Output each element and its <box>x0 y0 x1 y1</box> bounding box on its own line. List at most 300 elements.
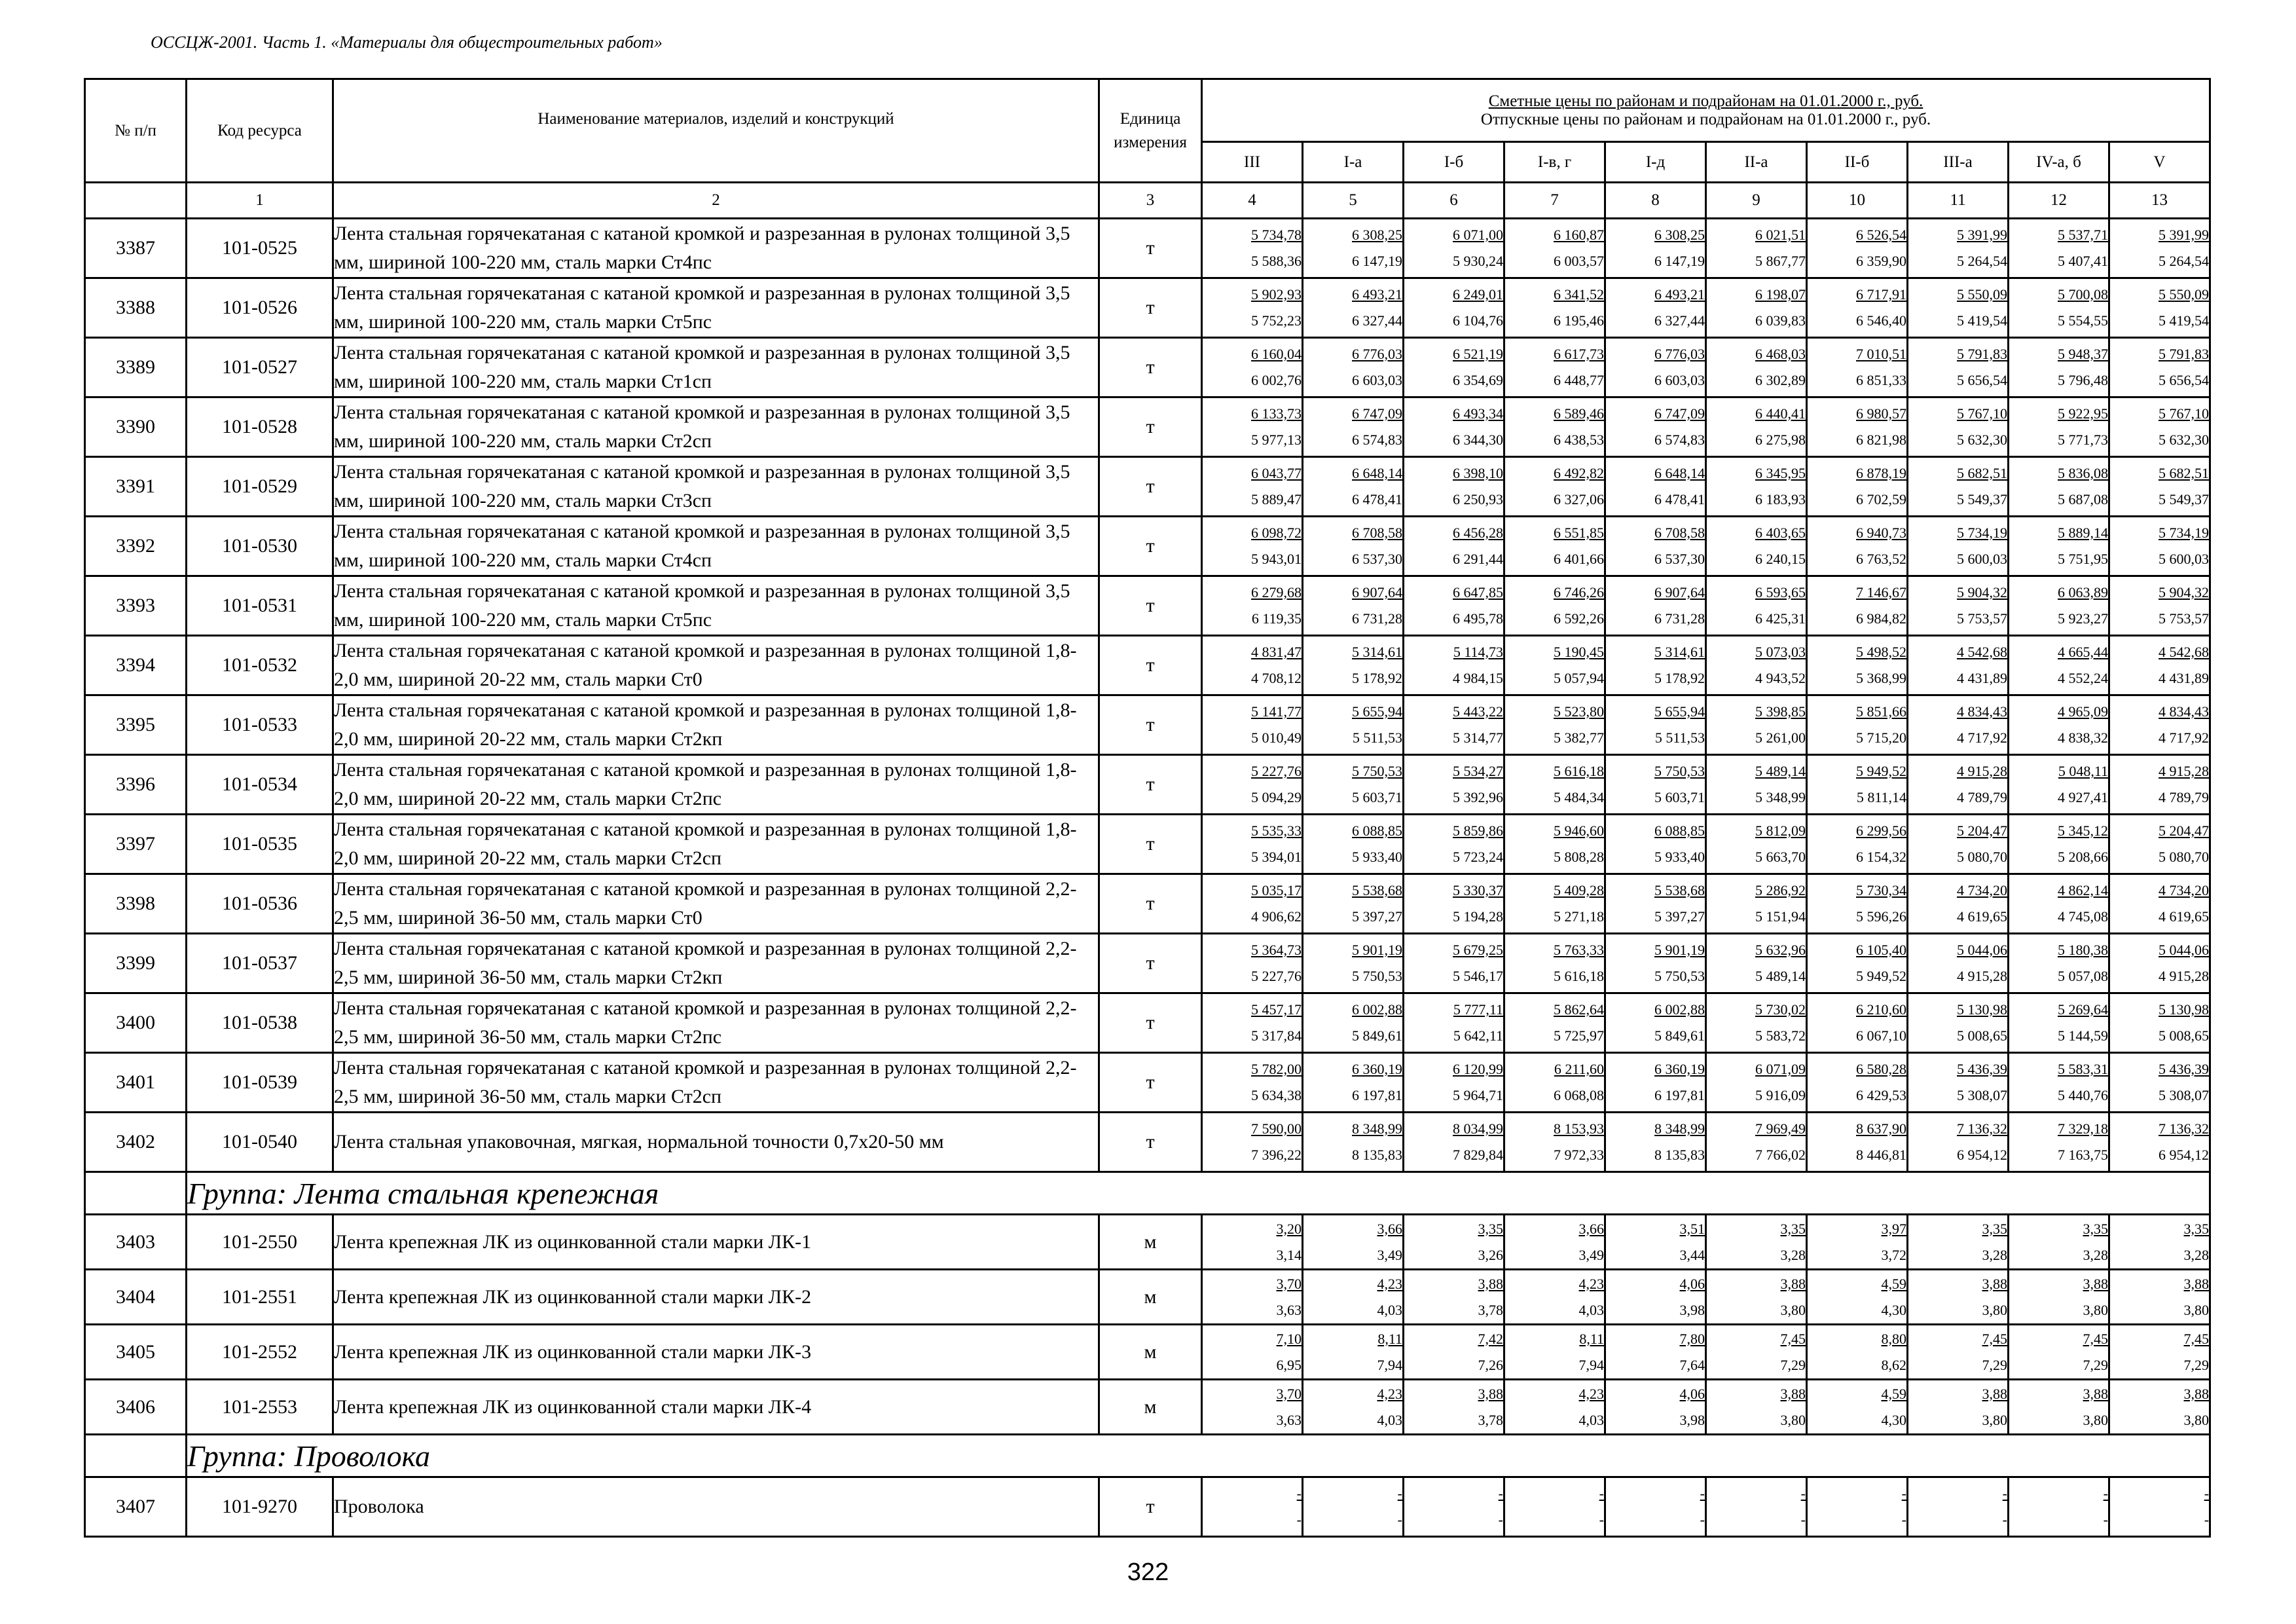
price-cell <box>1504 636 1605 695</box>
unit-of-measure: т <box>1099 934 1202 993</box>
estimated-price: 5 889,14 <box>2058 525 2108 541</box>
estimated-price: 6 493,21 <box>1352 286 1402 303</box>
price-cell <box>1605 815 1706 874</box>
row-number: 3390 <box>85 397 187 457</box>
estimated-price: 4 831,47 <box>1251 644 1302 660</box>
wholesale-price: - <box>1397 1511 1402 1528</box>
estimated-price: 6 279,68 <box>1251 584 1302 600</box>
wholesale-price: 5 546,17 <box>1453 968 1503 984</box>
estimated-price: 6 120,99 <box>1453 1061 1503 1077</box>
estimated-price: 6 878,19 <box>1856 465 1906 481</box>
material-name: Лента стальная горячекатаная с катаной кромкой и разрезанная в рулонах толщиной 2,2-2,5 мм, шириной 36-50 мм, сталь марки Ст2кп <box>333 934 1099 993</box>
unit-of-measure: м <box>1099 1215 1202 1270</box>
estimated-price: - <box>1498 1485 1503 1502</box>
estimated-price: 4 862,14 <box>2058 882 2108 898</box>
estimated-price: 8 348,99 <box>1654 1120 1705 1137</box>
estimated-price: 5 436,39 <box>2159 1061 2210 1077</box>
estimated-price: 6 776,03 <box>1654 346 1705 362</box>
wholesale-price: 6 438,53 <box>1554 432 1604 448</box>
column-number: 2 <box>333 183 1099 219</box>
wholesale-price: 4 717,92 <box>2159 729 2210 746</box>
row-number: 3396 <box>85 755 187 815</box>
wholesale-price: 3,80 <box>2183 1301 2210 1318</box>
wholesale-price: 6 603,03 <box>1352 372 1402 388</box>
resource-code: 101-0535 <box>187 815 333 874</box>
price-cell <box>1908 1325 2009 1380</box>
wholesale-price: 4,03 <box>1377 1301 1402 1318</box>
wholesale-price: 3,80 <box>2083 1411 2108 1428</box>
wholesale-price: 6 954,12 <box>1957 1147 2007 1163</box>
wholesale-price: 6 183,93 <box>1755 491 1806 507</box>
wholesale-price: 3,28 <box>1780 1246 1806 1263</box>
price-cell <box>2009 1215 2109 1270</box>
resource-code: 101-0536 <box>187 874 333 934</box>
resource-code: 101-0538 <box>187 993 333 1053</box>
wholesale-price: 4 431,89 <box>1957 670 2007 686</box>
resource-code: 101-0540 <box>187 1113 333 1172</box>
price-cell <box>1605 1270 1706 1325</box>
price-cell <box>1404 874 1504 934</box>
unit-of-measure: т <box>1099 278 1202 338</box>
estimated-price: 4 734,20 <box>1957 882 2007 898</box>
price-cell <box>1404 517 1504 576</box>
price-cell <box>1807 278 1908 338</box>
price-cell <box>1404 1215 1504 1270</box>
wholesale-price: 7 766,02 <box>1755 1147 1806 1163</box>
group-row <box>85 1172 2210 1215</box>
estimated-price: 5 767,10 <box>2159 405 2210 422</box>
estimated-price: - <box>1599 1485 1604 1502</box>
material-name: Лента стальная горячекатаная с катаной кромкой и разрезанная в рулонах толщиной 3,5 мм, шириной 100-220 мм, сталь марки Ст5пс <box>333 278 1099 338</box>
price-cell <box>1202 1215 1303 1270</box>
wholesale-price: 8 446,81 <box>1856 1147 1906 1163</box>
estimated-price: 5 391,99 <box>2159 227 2210 243</box>
table-row <box>85 1477 2210 1537</box>
price-cell <box>1908 278 2009 338</box>
estimated-price: 8,11 <box>1377 1330 1402 1347</box>
resource-code: 101-0525 <box>187 219 333 278</box>
wholesale-price: 7,94 <box>1578 1356 1604 1373</box>
price-cell <box>1202 815 1303 874</box>
wholesale-price: 3,80 <box>1780 1301 1806 1318</box>
table-row <box>85 397 2210 457</box>
price-cell <box>1908 1053 2009 1113</box>
estimated-price: 6 002,88 <box>1654 1001 1705 1018</box>
price-cell <box>2109 1215 2210 1270</box>
table-row <box>85 815 2210 874</box>
estimated-price: 5 836,08 <box>2058 465 2108 481</box>
material-name: Лента стальная горячекатаная с катаной кромкой и разрезанная в рулонах толщиной 1,8-2,0 мм, шириной 20-22 мм, сталь марки Ст2кп <box>333 695 1099 755</box>
estimated-price: 4 915,28 <box>1957 763 2007 779</box>
price-cell <box>1706 1325 1807 1380</box>
estimated-price: 4 834,43 <box>1957 703 2007 720</box>
price-cell <box>1504 1380 1605 1435</box>
estimated-price: 6 747,09 <box>1654 405 1705 422</box>
price-cell <box>1404 755 1504 815</box>
wholesale-price: 6 147,19 <box>1352 253 1402 269</box>
price-cell <box>1404 1477 1504 1537</box>
price-cell <box>1504 576 1605 636</box>
estimated-price: 5 269,64 <box>2058 1001 2108 1018</box>
price-cell <box>2009 338 2109 397</box>
wholesale-price: 5 596,26 <box>1856 908 1906 925</box>
wholesale-price: 5 715,20 <box>1856 729 1906 746</box>
row-number: 3398 <box>85 874 187 934</box>
resource-code: 101-2552 <box>187 1325 333 1380</box>
header-prices <box>1202 79 2210 142</box>
material-name: Лента стальная горячекатаная с катаной кромкой и разрезанная в рулонах толщиной 3,5 мм, шириной 100-220 мм, сталь марки Ст4пс <box>333 219 1099 278</box>
wholesale-price: 7 396,22 <box>1251 1147 1302 1163</box>
wholesale-price: 5 849,61 <box>1654 1027 1705 1044</box>
row-number: 3389 <box>85 338 187 397</box>
wholesale-price: 6 359,90 <box>1856 253 1906 269</box>
price-cell <box>1908 397 2009 457</box>
wholesale-price: 5 394,01 <box>1251 849 1302 865</box>
estimated-price: 4 965,09 <box>2058 703 2108 720</box>
estimated-price: 5 048,11 <box>2058 763 2108 779</box>
price-cell <box>2109 397 2210 457</box>
estimated-price: 5 904,32 <box>1957 584 2007 600</box>
estimated-price: - <box>1901 1485 1906 1502</box>
wholesale-price: 4 789,79 <box>2159 789 2210 805</box>
price-cell <box>2009 934 2109 993</box>
material-name: Лента крепежная ЛК из оцинкованной стали марки ЛК-3 <box>333 1325 1099 1380</box>
estimated-price: 4,06 <box>1679 1385 1705 1402</box>
price-cell <box>1807 1325 1908 1380</box>
estimated-price: 7,45 <box>2183 1330 2210 1347</box>
wholesale-price: 5 407,41 <box>2058 253 2108 269</box>
price-cell <box>1706 1270 1807 1325</box>
price-cell <box>1504 1477 1605 1537</box>
estimated-price: 5 750,53 <box>1352 763 1402 779</box>
estimated-price: 3,88 <box>1982 1275 2007 1292</box>
table-row <box>85 993 2210 1053</box>
price-cell <box>2109 1380 2210 1435</box>
estimated-price: 5 777,11 <box>1453 1001 1503 1018</box>
price-cell <box>1404 278 1504 338</box>
price-cell <box>1706 874 1807 934</box>
estimated-price: 6 440,41 <box>1755 405 1806 422</box>
price-cell <box>2109 1113 2210 1172</box>
price-cell <box>1303 815 1404 874</box>
wholesale-price: 5 368,99 <box>1856 670 1906 686</box>
column-number: 11 <box>1908 183 2009 219</box>
price-cell <box>1706 397 1807 457</box>
price-cell <box>1202 397 1303 457</box>
estimated-price: 6 088,85 <box>1654 822 1705 839</box>
wholesale-price: 5 583,72 <box>1755 1027 1806 1044</box>
price-cell <box>1404 397 1504 457</box>
price-cell <box>1303 934 1404 993</box>
price-cell <box>1807 517 1908 576</box>
price-cell <box>1706 576 1807 636</box>
estimated-price: 5 682,51 <box>2159 465 2210 481</box>
estimated-price: 5 812,09 <box>1755 822 1806 839</box>
estimated-price: 5 750,53 <box>1654 763 1705 779</box>
price-cell <box>1202 1113 1303 1172</box>
price-cell <box>1504 1053 1605 1113</box>
price-cell <box>1504 1215 1605 1270</box>
estimated-price: 4,23 <box>1578 1275 1604 1292</box>
wholesale-price: 4 552,24 <box>2058 670 2108 686</box>
resource-code: 101-0528 <box>187 397 333 457</box>
estimated-price: 5 364,73 <box>1251 942 1302 958</box>
wholesale-price: 6 821,98 <box>1856 432 1906 448</box>
wholesale-price: 5 867,77 <box>1755 253 1806 269</box>
estimated-price: 4 542,68 <box>1957 644 2007 660</box>
estimated-price: - <box>1296 1485 1302 1502</box>
price-cell <box>1202 219 1303 278</box>
estimated-price: 5 550,09 <box>2159 286 2210 303</box>
wholesale-price: 6 039,83 <box>1755 312 1806 329</box>
price-cell <box>1404 1325 1504 1380</box>
wholesale-price: 6 731,28 <box>1654 610 1705 627</box>
price-cell <box>1706 934 1807 993</box>
material-name: Лента крепежная ЛК из оцинкованной стали марки ЛК-1 <box>333 1215 1099 1270</box>
estimated-price: 5 922,95 <box>2058 405 2108 422</box>
wholesale-price: - <box>1700 1511 1705 1528</box>
wholesale-price: 5 010,49 <box>1251 729 1302 746</box>
estimated-price: 4,23 <box>1377 1385 1402 1402</box>
wholesale-price: 6 354,69 <box>1453 372 1503 388</box>
estimated-price: 6 580,28 <box>1856 1061 1906 1077</box>
wholesale-price: 5 752,23 <box>1251 312 1302 329</box>
wholesale-price: 3,80 <box>1982 1411 2007 1428</box>
material-name: Лента стальная горячекатаная с катаной кромкой и разрезанная в рулонах толщиной 3,5 мм, шириной 100-220 мм, сталь марки Ст5пс <box>333 576 1099 636</box>
wholesale-price: - <box>1800 1511 1806 1528</box>
wholesale-price: 5 771,73 <box>2058 432 2108 448</box>
wholesale-price: - <box>1599 1511 1604 1528</box>
price-cell <box>1202 636 1303 695</box>
price-cell <box>1202 1270 1303 1325</box>
wholesale-price: 4 431,89 <box>2159 670 2210 686</box>
price-cell <box>1202 338 1303 397</box>
price-cell <box>1504 278 1605 338</box>
table-row <box>85 1053 2210 1113</box>
wholesale-price: 4 789,79 <box>1957 789 2007 805</box>
price-cell <box>1706 517 1807 576</box>
price-cell <box>1908 1270 2009 1325</box>
price-cell <box>1504 934 1605 993</box>
estimated-price: 6 308,25 <box>1654 227 1705 243</box>
wholesale-price: 5 811,14 <box>1856 789 1906 805</box>
price-cell <box>1605 1380 1706 1435</box>
price-cell <box>2009 1325 2109 1380</box>
resource-code: 101-0539 <box>187 1053 333 1113</box>
table-row <box>85 934 2210 993</box>
group-title: Группа: Лента стальная крепежная <box>187 1172 2210 1215</box>
wholesale-price: 6 327,44 <box>1352 312 1402 329</box>
price-cell <box>1908 636 2009 695</box>
price-cell <box>1404 576 1504 636</box>
wholesale-price: 5 317,84 <box>1251 1027 1302 1044</box>
material-name: Лента стальная горячекатаная с катаной кромкой и разрезанная в рулонах толщиной 2,2-2,5 мм, шириной 36-50 мм, сталь марки Ст2пс <box>333 993 1099 1053</box>
price-cell <box>1807 934 1908 993</box>
wholesale-price: 5 208,66 <box>2058 849 2108 865</box>
price-cell <box>1404 338 1504 397</box>
estimated-price: 5 859,86 <box>1453 822 1503 839</box>
price-cell <box>1504 755 1605 815</box>
price-cell <box>1202 695 1303 755</box>
price-cell <box>1706 695 1807 755</box>
wholesale-price: 5 687,08 <box>2058 491 2108 507</box>
wholesale-price: 6 478,41 <box>1654 491 1705 507</box>
price-cell <box>1202 1380 1303 1435</box>
estimated-price: 5 044,06 <box>1957 942 2007 958</box>
estimated-price: 5 398,85 <box>1755 703 1806 720</box>
material-name: Лента стальная горячекатаная с катаной кромкой и разрезанная в рулонах толщиной 2,2-2,5 мм, шириной 36-50 мм, сталь марки Ст0 <box>333 874 1099 934</box>
estimated-price: 5 782,00 <box>1251 1061 1302 1077</box>
price-cell <box>1807 397 1908 457</box>
wholesale-price: 5 419,54 <box>1957 312 2007 329</box>
header-region: V <box>2109 142 2210 183</box>
wholesale-price: 3,80 <box>2083 1301 2108 1318</box>
price-cell <box>1504 338 1605 397</box>
header-region: I-б <box>1404 142 1504 183</box>
header-region: IV-а, б <box>2009 142 2109 183</box>
price-cell <box>1303 1113 1404 1172</box>
wholesale-price: 5 511,53 <box>1654 729 1705 746</box>
wholesale-price: 6 425,31 <box>1755 610 1806 627</box>
price-cell <box>1202 1477 1303 1537</box>
price-cell <box>1605 1113 1706 1172</box>
wholesale-price: 7,94 <box>1377 1356 1402 1373</box>
wholesale-price: 8,62 <box>1881 1356 1906 1373</box>
resource-code: 101-0532 <box>187 636 333 695</box>
estimated-price: 4 542,68 <box>2159 644 2210 660</box>
estimated-price: 3,35 <box>2083 1220 2108 1237</box>
estimated-price: 6 907,64 <box>1654 584 1705 600</box>
price-cell <box>2109 815 2210 874</box>
estimated-price: - <box>2002 1485 2007 1502</box>
wholesale-price: 3,78 <box>1478 1411 1503 1428</box>
price-cell <box>2009 397 2109 457</box>
wholesale-price: 6 250,93 <box>1453 491 1503 507</box>
table-row <box>85 576 2210 636</box>
wholesale-price: 5 751,95 <box>2058 551 2108 567</box>
wholesale-price: 3,72 <box>1881 1246 1906 1263</box>
estimated-price: 4,23 <box>1377 1275 1402 1292</box>
header-code: Код ресурса <box>187 79 333 183</box>
row-number: 3387 <box>85 219 187 278</box>
wholesale-price: 5 178,92 <box>1352 670 1402 686</box>
row-number: 3407 <box>85 1477 187 1537</box>
price-cell <box>1605 1053 1706 1113</box>
estimated-price: 5 767,10 <box>1957 405 2007 422</box>
wholesale-price: 3,80 <box>1982 1301 2007 1318</box>
estimated-price: 6 071,09 <box>1755 1061 1806 1077</box>
wholesale-price: 5 008,65 <box>2159 1027 2210 1044</box>
column-number: 9 <box>1706 183 1807 219</box>
material-name: Лента стальная горячекатаная с катаной кромкой и разрезанная в рулонах толщиной 1,8-2,0 мм, шириной 20-22 мм, сталь марки Ст2сп <box>333 815 1099 874</box>
row-number: 3397 <box>85 815 187 874</box>
price-cell <box>1605 576 1706 636</box>
price-cell <box>1807 1477 1908 1537</box>
unit-of-measure: м <box>1099 1325 1202 1380</box>
price-cell <box>1605 874 1706 934</box>
price-cell <box>1404 1380 1504 1435</box>
estimated-price: 5 457,17 <box>1251 1001 1302 1018</box>
estimated-price: 4 734,20 <box>2159 882 2210 898</box>
wholesale-price: 5 849,61 <box>1352 1027 1402 1044</box>
row-number: 3405 <box>85 1325 187 1380</box>
estimated-price: 5 204,47 <box>2159 822 2210 839</box>
column-number: 13 <box>2109 183 2210 219</box>
price-cell <box>1605 636 1706 695</box>
wholesale-price: 5 808,28 <box>1554 849 1604 865</box>
wholesale-price: 6 537,30 <box>1654 551 1705 567</box>
estimated-price: 4,06 <box>1679 1275 1705 1292</box>
price-cell <box>1908 1113 2009 1172</box>
wholesale-price: 5 511,53 <box>1352 729 1402 746</box>
wholesale-price: 5 348,99 <box>1755 789 1806 805</box>
material-name: Лента стальная горячекатаная с катаной кромкой и разрезанная в рулонах толщиной 2,2-2,5 мм, шириной 36-50 мм, сталь марки Ст2сп <box>333 1053 1099 1113</box>
wholesale-price: 5 151,94 <box>1755 908 1806 925</box>
price-cell <box>1807 338 1908 397</box>
estimated-price: 8 153,93 <box>1554 1120 1604 1137</box>
row-number: 3403 <box>85 1215 187 1270</box>
resource-code: 101-0530 <box>187 517 333 576</box>
estimated-price: 3,88 <box>1478 1385 1503 1402</box>
price-cell <box>1504 695 1605 755</box>
price-cell <box>1706 755 1807 815</box>
unit-of-measure: т <box>1099 397 1202 457</box>
price-cell <box>1908 695 2009 755</box>
header-region: I-в, г <box>1504 142 1605 183</box>
price-cell <box>2109 755 2210 815</box>
wholesale-price: 5 889,47 <box>1251 491 1302 507</box>
wholesale-price: 4 838,32 <box>2058 729 2108 746</box>
unit-of-measure: т <box>1099 636 1202 695</box>
wholesale-price: 5 008,65 <box>1957 1027 2007 1044</box>
estimated-price: 5 946,60 <box>1554 822 1604 839</box>
table-row <box>85 1380 2210 1435</box>
price-cell <box>2009 457 2109 517</box>
estimated-price: 5 679,25 <box>1453 942 1503 958</box>
column-number: 8 <box>1605 183 1706 219</box>
estimated-price: 6 493,34 <box>1453 405 1503 422</box>
wholesale-price: 6 851,33 <box>1856 372 1906 388</box>
estimated-price: 4 665,44 <box>2058 644 2108 660</box>
row-number: 3400 <box>85 993 187 1053</box>
material-name: Лента стальная горячекатаная с катаной кромкой и разрезанная в рулонах толщиной 3,5 мм, шириной 100-220 мм, сталь марки Ст2сп <box>333 397 1099 457</box>
wholesale-price: 5 419,54 <box>2159 312 2210 329</box>
estimated-price: 6 345,95 <box>1755 465 1806 481</box>
price-cell <box>1202 755 1303 815</box>
price-cell <box>1404 993 1504 1053</box>
estimated-price: 6 647,85 <box>1453 584 1503 600</box>
estimated-price: - <box>1397 1485 1402 1502</box>
estimated-price: 3,35 <box>2183 1220 2210 1237</box>
wholesale-price: 4 915,28 <box>2159 968 2210 984</box>
header-region: III-а <box>1908 142 2009 183</box>
price-cell <box>2009 576 2109 636</box>
resource-code: 101-9270 <box>187 1477 333 1537</box>
estimated-price: 5 035,17 <box>1251 882 1302 898</box>
price-cell <box>1807 1113 1908 1172</box>
price-cell <box>1807 1053 1908 1113</box>
wholesale-price: 6 984,82 <box>1856 610 1906 627</box>
price-cell <box>1807 695 1908 755</box>
column-number: 12 <box>2009 183 2109 219</box>
price-cell <box>1504 457 1605 517</box>
price-cell <box>2109 1325 2210 1380</box>
price-cell <box>1807 636 1908 695</box>
wholesale-price: 6 603,03 <box>1654 372 1705 388</box>
estimated-price: 8 348,99 <box>1352 1120 1402 1137</box>
estimated-price: 6 940,73 <box>1856 525 1906 541</box>
wholesale-price: 5 264,54 <box>2159 253 2210 269</box>
